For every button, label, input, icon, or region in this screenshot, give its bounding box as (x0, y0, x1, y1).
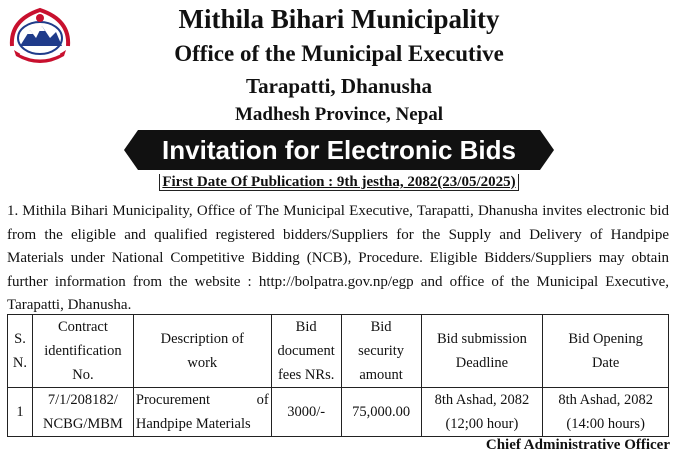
header-submission-deadline (421, 315, 543, 388)
notice-text: Mithila Bihari Municipality, Office of The Municipal Executive, Tarapatti, Dhanusha invites electronic bid from the eligible and qualified registered bidders/Suppliers for the Supply and Delivery of Handpipe Materials under National Competitive Bidding (NCB), Procedure. Eligible Bidders/Suppliers may obtain further information from the website : http://bolpatra.gov.np/egp and office of the Municipal Executive, Tarapatti, Dhanusha. (7, 203, 669, 313)
header-security-amount (341, 315, 421, 388)
cell-opening-date (543, 388, 669, 437)
office-name: Office of the Municipal Executive (174, 41, 504, 66)
cell-submission-line: (12;00 hour) (445, 416, 519, 432)
notice-number: 1. (7, 203, 19, 219)
cell-description-line (136, 388, 269, 412)
header-document-fees (271, 315, 341, 388)
header-description (133, 315, 271, 388)
header-description-line: work (187, 355, 218, 371)
cell-document-fees: 3000/- (271, 388, 341, 437)
cell-description-word: Procurement (135, 392, 210, 408)
table-row (8, 388, 669, 437)
header-contract-id (32, 315, 133, 388)
signatory-title: Chief Administrative Officer (485, 437, 670, 453)
publication-date-text: First Date Of Publication : 9th jestha, 2082(23/05/2025) (159, 174, 518, 191)
office-location: Tarapatti, Dhanusha (246, 74, 432, 98)
cell-contract-id (32, 388, 133, 437)
header-contract-line: identification (44, 343, 122, 359)
header-security-line: Bid (370, 319, 392, 335)
cell-submission-line: 8th Ashad, 2082 (434, 392, 530, 408)
cell-description-word: of (256, 392, 269, 408)
header-security-line: security (358, 343, 405, 359)
header-contract-line: No. (72, 367, 94, 383)
bid-table (7, 314, 669, 437)
province-country: Madhesh Province, Nepal (234, 104, 444, 125)
header-fees-line: fees NRs. (277, 367, 335, 383)
cell-contract-line: NCBG/MBM (43, 416, 123, 432)
header-submission-line: Bid submission (436, 331, 527, 347)
cell-opening-line: (14:00 hours) (566, 416, 645, 432)
header-sn (8, 315, 33, 388)
header-opening-line: Date (591, 355, 620, 371)
banner-title: Invitation for Electronic Bids (162, 135, 516, 165)
header-description-line: Description of (160, 331, 244, 347)
table-header-row (8, 315, 669, 388)
cell-description (133, 388, 271, 437)
cell-opening-line: 8th Ashad, 2082 (558, 392, 653, 408)
header-opening-date (543, 315, 669, 388)
cell-sn: 1 (8, 388, 33, 437)
header-submission-line: Deadline (455, 355, 509, 371)
header-fees-line: Bid (295, 319, 317, 335)
notice-paragraph (7, 200, 669, 318)
cell-submission-deadline (421, 388, 543, 437)
cell-security-amount: 75,000.00 (341, 388, 421, 437)
header-opening-line: Bid Opening (568, 331, 643, 347)
publication-date (0, 174, 678, 191)
header-fees-line: document (277, 343, 335, 359)
cell-description-line: Handpipe Materials (135, 416, 251, 432)
title-banner (124, 130, 554, 170)
header-security-line: amount (359, 367, 403, 383)
cell-contract-line: 7/1/208182/ (47, 392, 118, 408)
header-sn-line: N. (12, 355, 28, 371)
municipality-name: Mithila Bihari Municipality (178, 4, 500, 34)
header-contract-line: Contract (57, 319, 108, 335)
header-sn-line: S. (14, 331, 26, 347)
